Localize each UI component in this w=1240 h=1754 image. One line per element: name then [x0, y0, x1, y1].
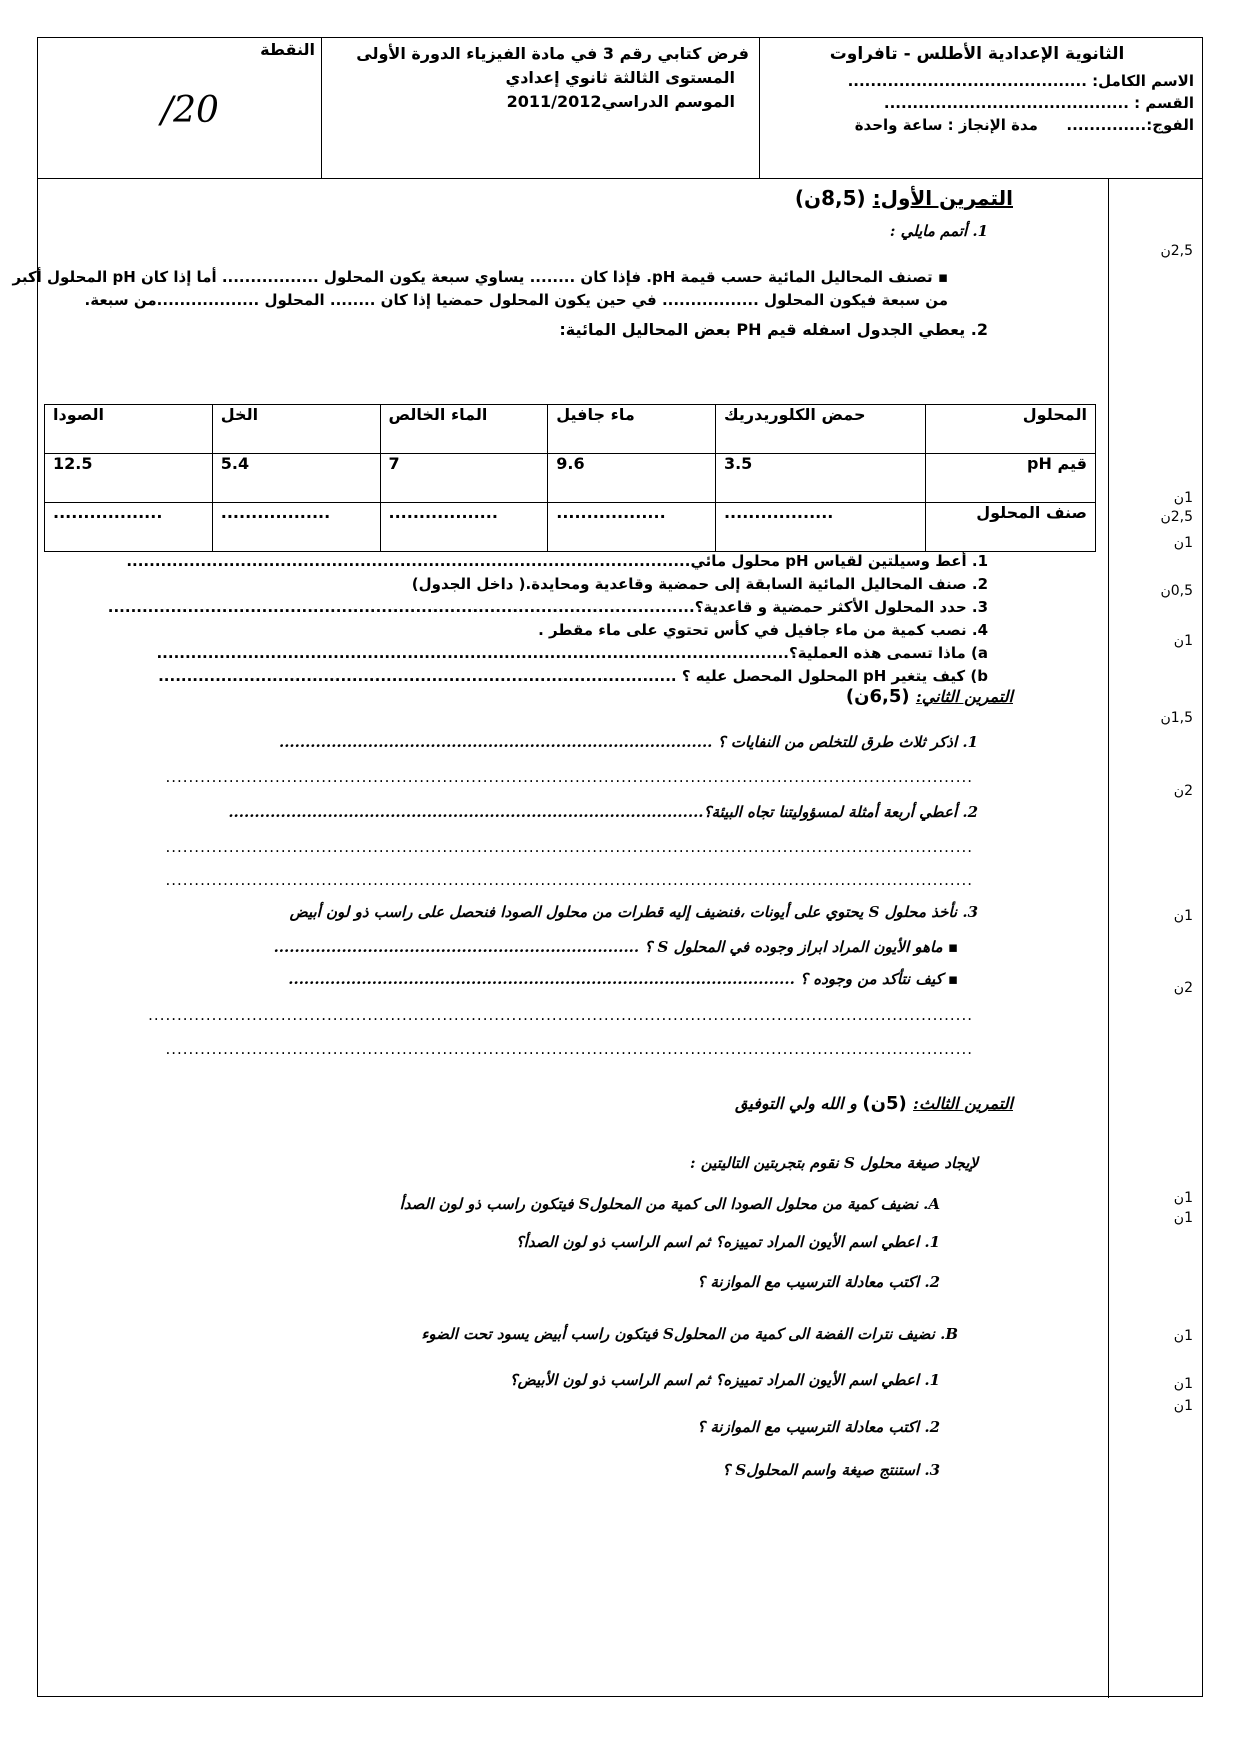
- grade-cell: [36, 38, 321, 178]
- ex1-q2: 2. يعطي الجدول اسفله قيم PH بعض المحاليل المائية:: [559, 320, 988, 339]
- ex1-title: التمرين الأول: (8,5ن): [794, 186, 1013, 210]
- ex1-sub-q2: 2. صنف المحاليل المائية السابقة إلى حمضية وقاعدية ومحايدة.( داخل الجدول): [411, 575, 988, 593]
- ex1-sub-qa: a) ماذا تسمى هذه العملية؟...............................................................................................................: [156, 644, 988, 662]
- table-cell: 3.5: [715, 454, 925, 503]
- marks-divider: [1108, 178, 1109, 1698]
- mark-ex2-q3a: 1ن: [1173, 908, 1193, 924]
- ex2-q3-bullet2: ▪ كيف نتأكد من وجوده ؟ .................................................................................................: [288, 970, 958, 988]
- table-cell: الماء الخالص: [380, 405, 548, 454]
- ex1-paragraph-line1: ▪ تصنف المحاليل المائية حسب قيمة pH. فإذا كان ........ يساوي سبعة يكون المحلول ................. أما إذا كان pH المحلول أكبر: [12, 268, 948, 286]
- ex1-sub-q3: 3. حدد المحلول الأكثر حمضية و قاعدية؟.......................................................................................................: [107, 598, 988, 616]
- table-cell: قيم pH: [926, 454, 1096, 503]
- ex3-b-q2: 2. اكتب معادلة الترسيب مع الموازنة ؟: [697, 1418, 940, 1436]
- ex3-part-a: A. نضيف كمية من محلول الصودا الى كمية من المحلولS فيتكون راسب ذو لون الصدأ: [399, 1195, 940, 1213]
- group-field[interactable]: ..............: [1066, 116, 1147, 134]
- school-name: الثانوية الإعدادية الأطلس - تافراوت: [829, 44, 1125, 64]
- table-cell: ماء جافيل: [548, 405, 716, 454]
- duration-text: مدة الإنجاز : ساعة واحدة: [854, 116, 1038, 134]
- exam-year: الموسم الدراسي2011/2012: [506, 92, 735, 111]
- exam-content: [12, 178, 1108, 1698]
- mark-ex2-q2: 2ن: [1173, 783, 1193, 799]
- name-line: [760, 70, 1194, 92]
- mark-ex3-a1a: 1ن: [1173, 1190, 1193, 1206]
- ex2-q3-bullet1: ▪ ماهو الأيون المراد ابراز وجوده في المحلول S ؟ ......................................................................: [273, 938, 958, 956]
- table-answer-cell[interactable]: ..................: [45, 503, 213, 552]
- ex3-b-q3: 3. استنتج صيغة واسم المحلولS ؟: [722, 1461, 940, 1479]
- mark-ex3-b3: 1ن: [1173, 1398, 1193, 1414]
- ex3-b-q1: 1. اعطي اسم الأيون المراد تمييزه؟ ثم اسم الراسب ذو لون الأبيض؟: [509, 1371, 940, 1389]
- ex3-part-b: B. نضيف نترات الفضة الى كمية من المحلولS فيتكون راسب أبيض يسود تحت الضوء: [421, 1325, 958, 1343]
- table-answer-cell[interactable]: ..................: [380, 503, 548, 552]
- mark-ex3-b2: 1ن: [1173, 1376, 1193, 1392]
- mark-ex1-sq3: 1ن: [1173, 535, 1193, 551]
- group-line: [760, 114, 1194, 136]
- ex2-q3: 3. نأخذ محلول S يحتوي على أيونات ،فنضيف إليه قطرات من محلول الصودا فنحصل على راسب ذو لون أبيض: [289, 903, 978, 921]
- table-cell: صنف المحلول: [926, 503, 1096, 552]
- ex2-q2-answer-line2[interactable]: ............................................................................................................................................: [165, 871, 973, 889]
- ex3-a-q2: 2. اكتب معادلة الترسيب مع الموازنة ؟: [697, 1273, 940, 1291]
- ex3-a-q1: 1. اعطي اسم الأيون المراد تمييزه؟ ثم اسم الراسب ذو لون الصدأ؟: [515, 1233, 940, 1251]
- name-field[interactable]: ..........................................: [847, 72, 1087, 90]
- group-label: الفوج:: [1146, 116, 1194, 134]
- ex2-q1: 1. اذكر ثلاث طرق للتخلص من النفايات ؟ ...................................................................................: [278, 733, 978, 751]
- exam-info-cell: [321, 38, 759, 178]
- mark-ex1-sqa: 0,5ن: [1160, 583, 1193, 599]
- ex2-q2: 2. أعطي أربعة أمثلة لمسؤوليتنا تجاه البيئة؟...........................................................................................: [228, 803, 978, 821]
- ph-table: [44, 404, 1096, 552]
- ex2-q3-answer-line2[interactable]: ............................................................................................................................................: [165, 1040, 973, 1058]
- table-cell: 9.6: [548, 454, 716, 503]
- class-line: [760, 92, 1194, 114]
- table-type-row: [45, 503, 1096, 552]
- mark-ex2-q3b: 2ن: [1173, 980, 1193, 996]
- ex2-q2-answer-line1[interactable]: ............................................................................................................................................: [165, 838, 973, 856]
- table-answer-cell[interactable]: ..................: [212, 503, 380, 552]
- mark-ex3-b1: 1ن: [1173, 1328, 1193, 1344]
- mark-ex1-q1: 2,5ن: [1160, 243, 1193, 259]
- ex1-sub-q1: 1. أعط وسيلتين لقياس pH محلول مائي...................................................................................................: [126, 552, 988, 570]
- class-field[interactable]: ...........................................: [883, 94, 1129, 112]
- mark-ex3-a1b: 1ن: [1173, 1210, 1193, 1226]
- exam-header: [38, 38, 1202, 179]
- name-label: الاسم الكامل:: [1092, 72, 1194, 90]
- mark-ex1-sq1: 1ن: [1173, 490, 1193, 506]
- exam-page: [12, 37, 1203, 1697]
- table-cell: حمض الكلوريدريك: [715, 405, 925, 454]
- grade-value: /20: [161, 90, 219, 131]
- ex2-q1-answer-line[interactable]: ............................................................................................................................................: [165, 768, 973, 786]
- mark-ex1-sq2: 2,5ن: [1160, 509, 1193, 525]
- ex1-sub-q4: 4. نصب كمية من ماء جافيل في كأس تحتوي على ماء مقطر .: [538, 621, 988, 639]
- ex3-title: التمرين الثالث: (5ن) و الله ولي التوفيق: [735, 1093, 1013, 1114]
- table-cell: المحلول: [926, 405, 1096, 454]
- exam-title: فرض كتابي رقم 3 في مادة الفيزياء الدورة الأولى: [356, 44, 749, 63]
- ex1-sub-qb: b) كيف يتغير pH المحلول المحصل عليه ؟ ...........................................................................................: [158, 667, 988, 685]
- ex1-paragraph-line2: من سبعة فيكون المحلول ................. في حين يكون المحلول حمضيا إذا كان ........ المحلول ..................من سبعة.: [84, 291, 948, 309]
- table-cell: 7: [380, 454, 548, 503]
- grade-label: النقطة: [260, 40, 315, 59]
- ex1-q1: 1. أتمم مايلي :: [889, 222, 988, 240]
- table-answer-cell[interactable]: ..................: [715, 503, 925, 552]
- table-header-row: [45, 405, 1096, 454]
- table-answer-cell[interactable]: ..................: [548, 503, 716, 552]
- table-cell: الصودا: [45, 405, 213, 454]
- mark-ex1-sqb: 1ن: [1173, 633, 1193, 649]
- mark-ex2-q1: 1,5ن: [1160, 710, 1193, 726]
- ex3-intro: لإيجاد صيغة محلول S نقوم بتجربتين التاليتين :: [690, 1154, 978, 1172]
- table-cell: الخل: [212, 405, 380, 454]
- school-info-cell: [759, 38, 1202, 178]
- table-cell: 5.4: [212, 454, 380, 503]
- table-ph-row: [45, 454, 1096, 503]
- exam-level: المستوى الثالثة ثانوي إعدادي: [505, 68, 735, 87]
- class-label: القسم :: [1134, 94, 1194, 112]
- table-cell: 12.5: [45, 454, 213, 503]
- ex2-title: التمرين الثاني: (6,5ن): [845, 686, 1013, 707]
- ex2-q3-answer-line1[interactable]: ...............................................................................................................................................: [148, 1006, 973, 1024]
